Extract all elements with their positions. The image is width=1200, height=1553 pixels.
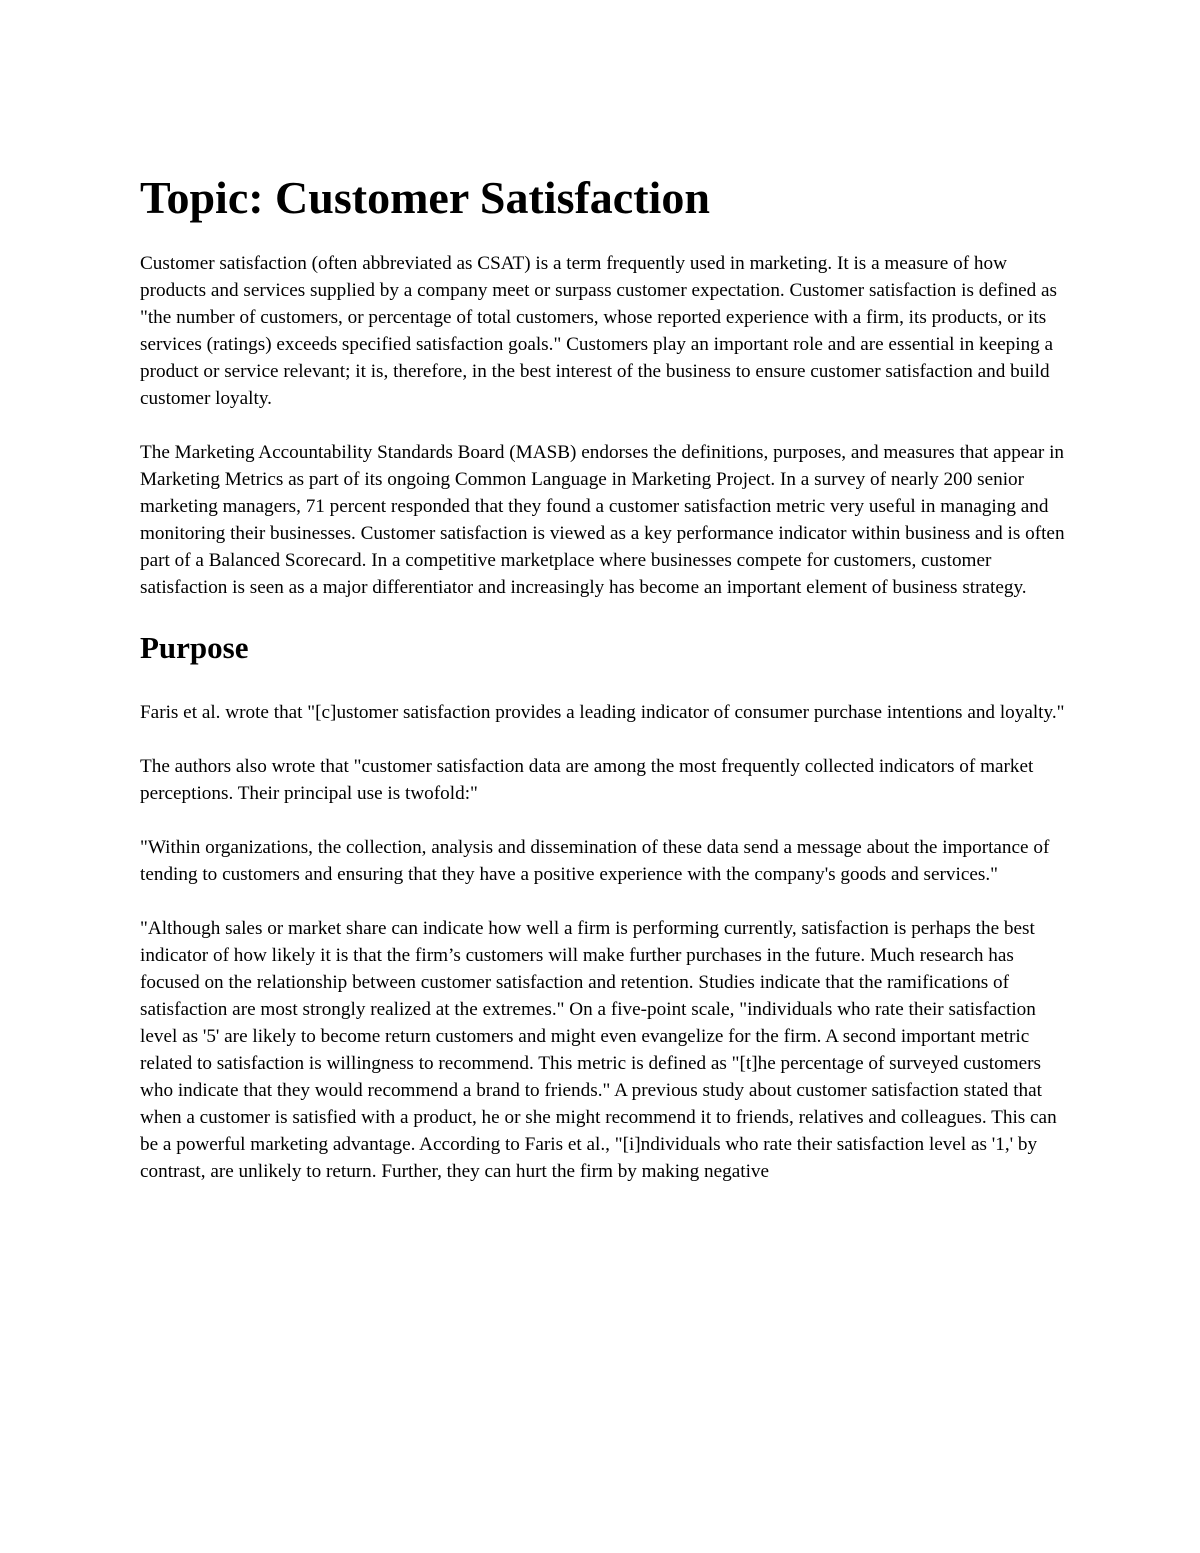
purpose-paragraph-2: The authors also wrote that "customer satisfaction data are among the most frequently collected indicators of market perceptions. Their principal use is twofold:"	[140, 756, 1034, 804]
intro-paragraph-1: Customer satisfaction (often abbreviated as CSAT) is a term frequently used in marketing. It is a measure of how products and services supplied by a company meet or surpass customer expectation. Customer satisfaction is defined as "the number of customers, or percentage of total customers, whose reported experience with a firm, its products, or its services (ratings) exceeds specified satisfaction goals." Customers play an important role and are essential in keeping a product or service relevant; it is, therefore, in the best interest of the business to ensure customer satisfaction and build customer loyalty.	[140, 253, 1058, 409]
purpose-paragraph-1: Faris et al. wrote that "[c]ustomer satisfaction provides a leading indicator of consumer purchase intentions and loyalty."	[140, 702, 1065, 723]
intro-paragraph-2: The Marketing Accountability Standards Board (MASB) endorses the definitions, purposes, and measures that appear in Marketing Metrics as part of its ongoing Common Language in Marketing Project. In a survey of nearly 200 senior marketing managers, 71 percent responded that they found a customer satisfaction metric very useful in managing and monitoring their businesses. Customer satisfaction is viewed as a key performance indicator within business and is often part of a Balanced Scorecard. In a competitive marketplace where businesses compete for customers, customer satisfaction is seen as a major differentiator and increasingly has become an important element of business strategy.	[140, 442, 1065, 598]
purpose-paragraph-4: "Although sales or market share can indicate how well a firm is performing currently, satisfaction is perhaps the best indicator of how likely it is that the firm’s customers will make further purchases in the future. Much research has focused on the relationship between customer satisfaction and retention. Studies indicate that the ramifications of satisfaction are most strongly realized at the extremes." On a five-point scale, "individuals who rate their satisfaction level as '5' are likely to become return customers and might even evangelize for the firm. A second important metric related to satisfaction is willingness to recommend. This metric is defined as "[t]he percentage of surveyed customers who indicate that they would recommend a brand to friends." A previous study about customer satisfaction stated that when a customer is satisfied with a product, he or she might recommend it to friends, relatives and colleagues. This can be a powerful marketing advantage. According to Faris et al., "[i]ndividuals who rate their satisfaction level as '1,' by contrast, are unlikely to return. Further, they can hurt the firm by making negative	[140, 918, 1057, 1182]
document-title: Topic: Customer Satisfaction	[140, 172, 710, 223]
document-page	[140, 172, 1065, 1212]
purpose-paragraph-3: "Within organizations, the collection, analysis and dissemination of these data send a message about the importance of tending to customers and ensuring that they have a positive experience with the company's goods and services."	[140, 837, 1050, 885]
purpose-heading: Purpose	[140, 630, 249, 665]
